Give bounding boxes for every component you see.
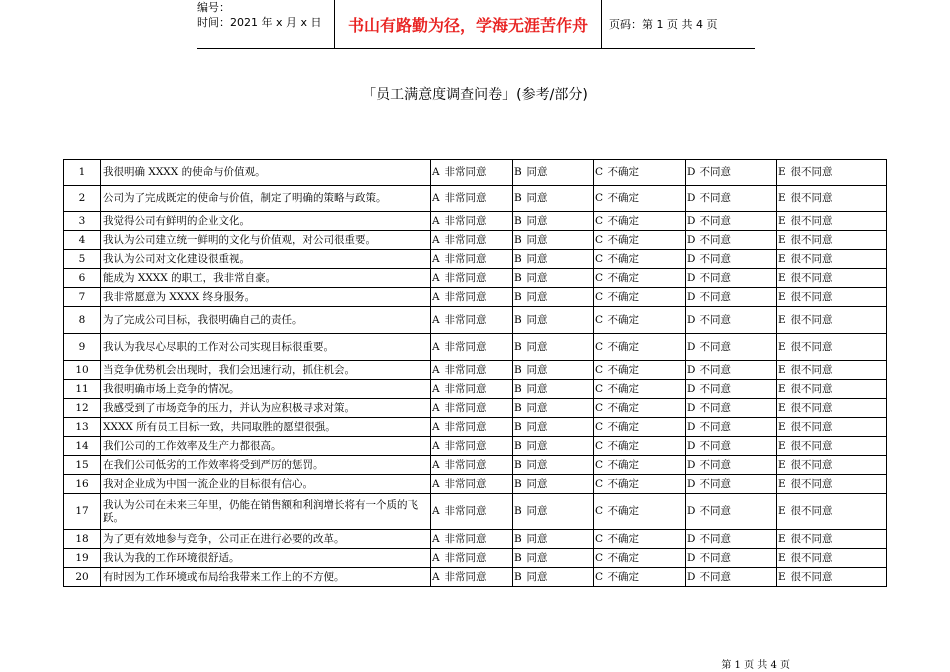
option-label: 同意 — [525, 399, 594, 418]
option-label: 同意 — [525, 361, 594, 380]
option-label: 不同意 — [698, 549, 777, 568]
question-text: 我对企业成为中国一流企业的目标很有信心。 — [101, 475, 431, 494]
option-letter: E — [777, 288, 789, 307]
option-label: 非常同意 — [443, 399, 513, 418]
option-letter: B — [513, 475, 525, 494]
option-label: 同意 — [525, 530, 594, 549]
option-label: 不确定 — [606, 530, 686, 549]
option-letter: E — [777, 530, 789, 549]
option-label: 非常同意 — [443, 307, 513, 334]
option-letter: A — [431, 186, 443, 212]
option-letter: E — [777, 361, 789, 380]
question-number: 17 — [64, 494, 101, 530]
option-letter: C — [594, 380, 606, 399]
question-text: 我感受到了市场竞争的压力，并认为应积极寻求对策。 — [101, 399, 431, 418]
option-letter: E — [777, 475, 789, 494]
question-text: 公司为了完成既定的使命与价值，制定了明确的策略与政策。 — [101, 186, 431, 212]
option-label: 不同意 — [698, 380, 777, 399]
table-row — [64, 334, 887, 361]
table-row — [64, 475, 887, 494]
time-label: 时间：2021 年 x 月 x 日 — [197, 16, 322, 29]
option-label: 不确定 — [606, 456, 686, 475]
option-label: 很不同意 — [789, 475, 887, 494]
option-letter: A — [431, 494, 443, 530]
option-letter: B — [513, 186, 525, 212]
option-label: 很不同意 — [789, 361, 887, 380]
option-letter: D — [686, 494, 698, 530]
option-label: 同意 — [525, 288, 594, 307]
option-letter: E — [777, 160, 789, 186]
question-number: 10 — [64, 361, 101, 380]
option-letter: D — [686, 334, 698, 361]
option-letter: A — [431, 269, 443, 288]
option-label: 不同意 — [698, 530, 777, 549]
option-label: 很不同意 — [789, 494, 887, 530]
option-letter: C — [594, 231, 606, 250]
option-letter: A — [431, 380, 443, 399]
option-label: 同意 — [525, 437, 594, 456]
option-letter: D — [686, 568, 698, 587]
option-letter: E — [777, 269, 789, 288]
option-letter: A — [431, 549, 443, 568]
option-label: 不同意 — [698, 334, 777, 361]
option-label: 非常同意 — [443, 456, 513, 475]
option-letter: B — [513, 231, 525, 250]
option-letter: D — [686, 250, 698, 269]
option-letter: A — [431, 418, 443, 437]
option-label: 不确定 — [606, 250, 686, 269]
option-label: 同意 — [525, 269, 594, 288]
option-label: 非常同意 — [443, 269, 513, 288]
option-label: 不同意 — [698, 307, 777, 334]
option-letter: A — [431, 437, 443, 456]
option-label: 不确定 — [606, 212, 686, 231]
option-label: 同意 — [525, 186, 594, 212]
option-letter: B — [513, 269, 525, 288]
option-label: 很不同意 — [789, 160, 887, 186]
option-letter: B — [513, 250, 525, 269]
question-number: 1 — [64, 160, 101, 186]
question-number: 16 — [64, 475, 101, 494]
question-number: 6 — [64, 269, 101, 288]
table-row — [64, 160, 887, 186]
option-label: 很不同意 — [789, 231, 887, 250]
option-letter: E — [777, 231, 789, 250]
question-text: 我很明确 XXXX 的使命与价值观。 — [101, 160, 431, 186]
option-label: 非常同意 — [443, 231, 513, 250]
option-letter: E — [777, 186, 789, 212]
option-letter: E — [777, 380, 789, 399]
question-text: 有时因为工作环境或布局给我带来工作上的不方便。 — [101, 568, 431, 587]
option-label: 非常同意 — [443, 160, 513, 186]
page-footer: 第 1 页 共 4 页 — [721, 660, 790, 671]
page-title: 「员工满意度调查问卷」(参考/部分) — [362, 87, 588, 103]
option-letter: D — [686, 437, 698, 456]
option-label: 不确定 — [606, 334, 686, 361]
option-letter: D — [686, 475, 698, 494]
table-row — [64, 437, 887, 456]
option-label: 同意 — [525, 475, 594, 494]
option-label: 很不同意 — [789, 288, 887, 307]
option-letter: B — [513, 418, 525, 437]
question-number: 9 — [64, 334, 101, 361]
option-label: 不确定 — [606, 494, 686, 530]
question-number: 8 — [64, 307, 101, 334]
question-number: 12 — [64, 399, 101, 418]
option-letter: E — [777, 399, 789, 418]
question-text: 我认为公司在未来三年里，仍能在销售额和利润增长将有一个质的飞跃。 — [101, 494, 431, 530]
option-letter: B — [513, 212, 525, 231]
table-row — [64, 568, 887, 587]
option-letter: D — [686, 160, 698, 186]
question-number: 13 — [64, 418, 101, 437]
option-letter: D — [686, 361, 698, 380]
table-row — [64, 212, 887, 231]
option-letter: E — [777, 456, 789, 475]
option-letter: D — [686, 288, 698, 307]
header-meta — [197, 0, 335, 48]
question-number: 3 — [64, 212, 101, 231]
option-letter: A — [431, 530, 443, 549]
option-letter: E — [777, 307, 789, 334]
table-row — [64, 418, 887, 437]
option-letter: D — [686, 307, 698, 334]
header-page-label: 页码：第 1 页 共 4 页 — [609, 18, 718, 31]
survey-table — [63, 159, 887, 587]
option-label: 不确定 — [606, 160, 686, 186]
option-letter: B — [513, 160, 525, 186]
question-text: 为了完成公司目标，我很明确自己的责任。 — [101, 307, 431, 334]
option-letter: B — [513, 437, 525, 456]
option-label: 非常同意 — [443, 494, 513, 530]
option-letter: B — [513, 361, 525, 380]
option-label: 不确定 — [606, 399, 686, 418]
option-label: 不确定 — [606, 231, 686, 250]
option-label: 同意 — [525, 231, 594, 250]
option-label: 不确定 — [606, 288, 686, 307]
option-letter: B — [513, 307, 525, 334]
option-letter: C — [594, 549, 606, 568]
question-number: 18 — [64, 530, 101, 549]
option-label: 不同意 — [698, 160, 777, 186]
option-letter: C — [594, 361, 606, 380]
option-letter: D — [686, 212, 698, 231]
option-label: 同意 — [525, 212, 594, 231]
option-letter: D — [686, 530, 698, 549]
option-label: 同意 — [525, 418, 594, 437]
option-label: 非常同意 — [443, 250, 513, 269]
question-text: 我们公司的工作效率及生产力都很高。 — [101, 437, 431, 456]
option-label: 非常同意 — [443, 475, 513, 494]
option-label: 同意 — [525, 307, 594, 334]
question-text: 在我们公司低劣的工作效率将受到严厉的惩罚。 — [101, 456, 431, 475]
option-label: 不同意 — [698, 456, 777, 475]
option-label: 很不同意 — [789, 307, 887, 334]
question-number: 14 — [64, 437, 101, 456]
option-label: 不同意 — [698, 250, 777, 269]
option-label: 不确定 — [606, 475, 686, 494]
option-letter: C — [594, 269, 606, 288]
option-letter: C — [594, 288, 606, 307]
option-letter: D — [686, 418, 698, 437]
option-letter: C — [594, 186, 606, 212]
option-letter: D — [686, 269, 698, 288]
option-label: 非常同意 — [443, 212, 513, 231]
option-letter: B — [513, 456, 525, 475]
option-letter: A — [431, 475, 443, 494]
option-label: 很不同意 — [789, 399, 887, 418]
option-label: 很不同意 — [789, 250, 887, 269]
option-label: 不确定 — [606, 568, 686, 587]
option-letter: C — [594, 307, 606, 334]
option-letter: A — [431, 361, 443, 380]
option-letter: D — [686, 380, 698, 399]
option-label: 非常同意 — [443, 568, 513, 587]
option-letter: A — [431, 307, 443, 334]
option-letter: C — [594, 475, 606, 494]
option-label: 不同意 — [698, 494, 777, 530]
option-label: 不确定 — [606, 307, 686, 334]
table-row — [64, 250, 887, 269]
option-label: 不同意 — [698, 475, 777, 494]
option-letter: C — [594, 437, 606, 456]
option-label: 不同意 — [698, 231, 777, 250]
option-label: 不同意 — [698, 361, 777, 380]
option-label: 同意 — [525, 380, 594, 399]
option-letter: E — [777, 494, 789, 530]
option-letter: E — [777, 334, 789, 361]
table-row — [64, 494, 887, 530]
table-row — [64, 380, 887, 399]
option-label: 非常同意 — [443, 288, 513, 307]
question-text: 我觉得公司有鲜明的企业文化。 — [101, 212, 431, 231]
option-letter: C — [594, 160, 606, 186]
table-row — [64, 231, 887, 250]
option-letter: A — [431, 160, 443, 186]
option-label: 很不同意 — [789, 269, 887, 288]
question-text: 我认为公司建立统一鲜明的文化与价值观，对公司很重要。 — [101, 231, 431, 250]
question-text: 我认为我尽心尽职的工作对公司实现目标很重要。 — [101, 334, 431, 361]
option-label: 很不同意 — [789, 437, 887, 456]
question-number: 11 — [64, 380, 101, 399]
option-letter: E — [777, 568, 789, 587]
option-letter: B — [513, 288, 525, 307]
option-label: 不同意 — [698, 418, 777, 437]
page-header — [197, 0, 755, 49]
option-label: 不同意 — [698, 269, 777, 288]
question-text: 我认为我的工作环境很舒适。 — [101, 549, 431, 568]
option-letter: B — [513, 380, 525, 399]
option-letter: A — [431, 212, 443, 231]
option-label: 不确定 — [606, 186, 686, 212]
question-number: 19 — [64, 549, 101, 568]
option-label: 非常同意 — [443, 186, 513, 212]
option-label: 同意 — [525, 160, 594, 186]
table-row — [64, 399, 887, 418]
option-letter: A — [431, 399, 443, 418]
option-label: 不确定 — [606, 549, 686, 568]
question-number: 5 — [64, 250, 101, 269]
question-number: 7 — [64, 288, 101, 307]
question-text: 我非常愿意为 XXXX 终身服务。 — [101, 288, 431, 307]
question-text: XXXX 所有员工目标一致，共同取胜的愿望很强。 — [101, 418, 431, 437]
option-label: 不同意 — [698, 437, 777, 456]
option-letter: A — [431, 231, 443, 250]
option-label: 同意 — [525, 549, 594, 568]
number-label: 编号： — [197, 1, 230, 14]
option-label: 不同意 — [698, 186, 777, 212]
option-label: 非常同意 — [443, 380, 513, 399]
option-label: 很不同意 — [789, 568, 887, 587]
option-letter: C — [594, 250, 606, 269]
option-label: 不确定 — [606, 269, 686, 288]
option-label: 很不同意 — [789, 530, 887, 549]
question-number: 20 — [64, 568, 101, 587]
option-letter: C — [594, 399, 606, 418]
option-label: 同意 — [525, 568, 594, 587]
option-letter: B — [513, 530, 525, 549]
table-row — [64, 456, 887, 475]
table-row — [64, 307, 887, 334]
option-label: 很不同意 — [789, 186, 887, 212]
option-letter: C — [594, 530, 606, 549]
question-number: 15 — [64, 456, 101, 475]
option-label: 不同意 — [698, 288, 777, 307]
table-row — [64, 288, 887, 307]
option-letter: A — [431, 334, 443, 361]
option-label: 非常同意 — [443, 334, 513, 361]
option-letter: B — [513, 549, 525, 568]
option-label: 不确定 — [606, 380, 686, 399]
option-letter: D — [686, 231, 698, 250]
option-label: 不同意 — [698, 212, 777, 231]
option-label: 很不同意 — [789, 418, 887, 437]
option-letter: D — [686, 399, 698, 418]
option-label: 不确定 — [606, 437, 686, 456]
option-letter: E — [777, 250, 789, 269]
option-letter: C — [594, 568, 606, 587]
option-letter: A — [431, 456, 443, 475]
option-letter: A — [431, 568, 443, 587]
option-letter: C — [594, 334, 606, 361]
question-number: 4 — [64, 231, 101, 250]
option-letter: D — [686, 186, 698, 212]
option-label: 不确定 — [606, 361, 686, 380]
option-label: 不同意 — [698, 568, 777, 587]
option-label: 很不同意 — [789, 212, 887, 231]
table-row — [64, 269, 887, 288]
option-label: 很不同意 — [789, 456, 887, 475]
option-letter: B — [513, 399, 525, 418]
option-label: 很不同意 — [789, 334, 887, 361]
option-letter: B — [513, 494, 525, 530]
option-label: 不确定 — [606, 418, 686, 437]
option-label: 同意 — [525, 334, 594, 361]
table-row — [64, 549, 887, 568]
option-letter: E — [777, 418, 789, 437]
table-row — [64, 361, 887, 380]
option-label: 不同意 — [698, 399, 777, 418]
option-letter: B — [513, 334, 525, 361]
option-label: 同意 — [525, 494, 594, 530]
option-letter: B — [513, 568, 525, 587]
option-letter: A — [431, 288, 443, 307]
option-letter: E — [777, 212, 789, 231]
option-label: 很不同意 — [789, 380, 887, 399]
option-label: 非常同意 — [443, 361, 513, 380]
option-letter: E — [777, 549, 789, 568]
option-label: 同意 — [525, 456, 594, 475]
option-letter: C — [594, 418, 606, 437]
option-letter: C — [594, 212, 606, 231]
table-row — [64, 530, 887, 549]
option-letter: A — [431, 250, 443, 269]
option-letter: C — [594, 456, 606, 475]
option-letter: C — [594, 494, 606, 530]
option-letter: D — [686, 456, 698, 475]
option-label: 同意 — [525, 250, 594, 269]
question-text: 当竞争优势机会出现时，我们会迅速行动，抓住机会。 — [101, 361, 431, 380]
option-label: 很不同意 — [789, 549, 887, 568]
option-label: 非常同意 — [443, 530, 513, 549]
option-label: 非常同意 — [443, 549, 513, 568]
option-letter: D — [686, 549, 698, 568]
question-text: 能成为 XXXX 的职工，我非常自豪。 — [101, 269, 431, 288]
question-text: 我认为公司对文化建设很重视。 — [101, 250, 431, 269]
question-number: 2 — [64, 186, 101, 212]
table-row — [64, 186, 887, 212]
header-motto: 书山有路勤为径，学海无涯苦作舟 — [335, 0, 602, 48]
option-label: 非常同意 — [443, 437, 513, 456]
option-label: 非常同意 — [443, 418, 513, 437]
option-letter: E — [777, 437, 789, 456]
question-text: 我很明确市场上竞争的情况。 — [101, 380, 431, 399]
question-text: 为了更有效地参与竞争，公司正在进行必要的改革。 — [101, 530, 431, 549]
